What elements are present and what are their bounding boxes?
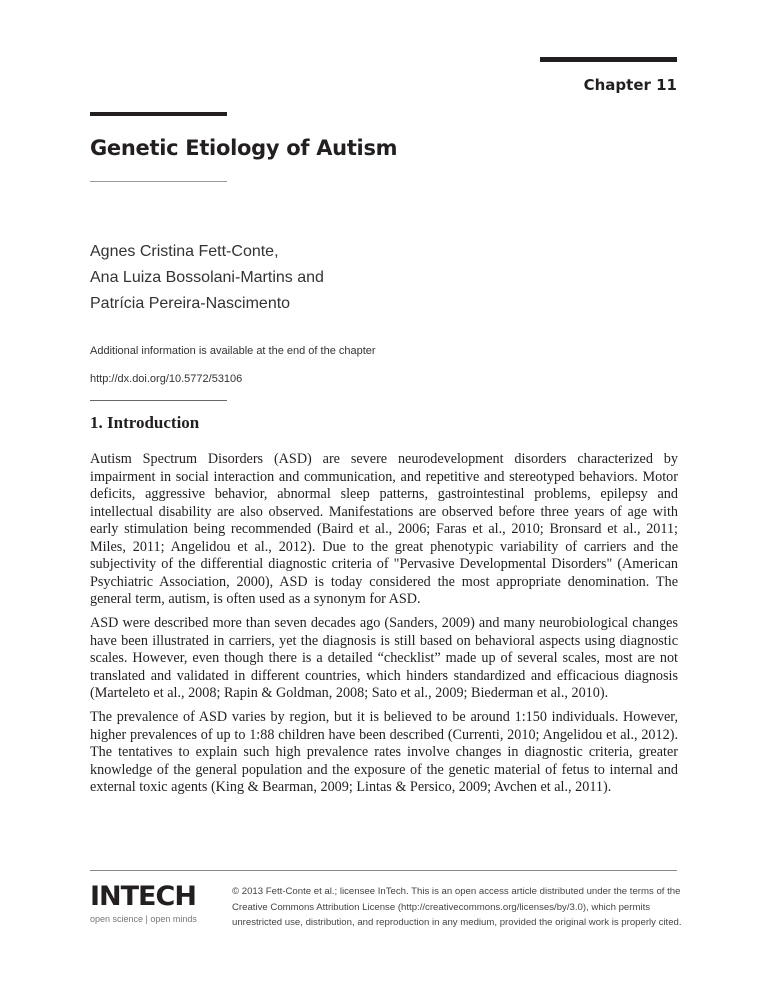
footer-rule <box>90 870 677 871</box>
title-rule-top <box>90 112 227 116</box>
paragraph: Autism Spectrum Disorders (ASD) are severe neurodevelopment disorders characterized by impairment in social interaction and communication, and repetitive and stereotyped behaviors. Motor deficits, aggressive behavior, abnormal sleep patterns, gastrointestinal problems, epilepsy and intellectual disability are also observed. Manifestations are observed before three years of age with early stimulation being recommended (Baird et al., 2006; Faras et al., 2010; Bronsard et al., 2011; Miles, 2011; Angelidou et al., 2012). Due to the great phenotypic variability of carriers and the subjectivity of the differential diagnostic criteria of "Pervasive Developmental Disorders" (American Psychiatric Association, 2000), ASD is today considered the most appropriate denomination. The general term, autism, is often used as a synonym for ASD. <box>90 451 678 607</box>
paragraph: The prevalence of ASD varies by region, but it is believed to be around 1:150 individuals. However, higher prevalences of up to 1:88 children have been described (Currenti, 2010; Angelidou et al., 2012). The tentatives to explain such high prevalence rates involve changes in diagnostic criteria, greater knowledge of the general population and the exposure of the genetic material of fetus to internal and external toxic agents (King & Bearman, 2009; Lintas & Persico, 2009; Avchen et al., 2011). <box>90 709 678 795</box>
logo-text: INTECH <box>90 881 196 912</box>
author: Ana Luiza Bossolani-Martins and <box>90 269 324 286</box>
body-text <box>90 451 678 803</box>
page-title: Genetic Etiology of Autism <box>90 136 398 160</box>
author: Patrícia Pereira-Nascimento <box>90 295 291 312</box>
additional-info: Additional information is available at the end of the chapter <box>90 345 376 357</box>
section-heading: 1. Introduction <box>90 413 200 432</box>
license-text: © 2013 Fett-Conte et al.; licensee InTech. This is an open access article distributed under the terms of the Creative Commons Attribution License (http://creativecommons.org/licenses/by/3.0), which permits unrestricted use, distribution, and reproduction in any medium, provided the original work is properly cited. <box>232 886 682 928</box>
chapter-label: Chapter 11 <box>583 76 677 94</box>
author: Agnes Cristina Fett-Conte, <box>90 243 279 260</box>
chapter-rule <box>540 57 677 62</box>
doi-link[interactable]: http://dx.doi.org/10.5772/53106 <box>90 373 243 385</box>
doi-rule <box>90 400 227 401</box>
title-rule-bottom <box>90 181 227 182</box>
logo-tagline: open science | open minds <box>90 914 197 924</box>
intech-logo <box>90 882 197 924</box>
paragraph: ASD were described more than seven decades ago (Sanders, 2009) and many neurobiological changes have been illustrated in carriers, yet the diagnosis is still based on behavioral aspects using diagnostic scales. However, even though there is a detailed “checklist” made up of several scales, most are not translated and validated in different countries, which hinders standardized and efficacious diagnosis (Marteleto et al., 2008; Rapin & Goldman, 2008; Sato et al., 2009; Biederman et al., 2010). <box>90 615 678 701</box>
